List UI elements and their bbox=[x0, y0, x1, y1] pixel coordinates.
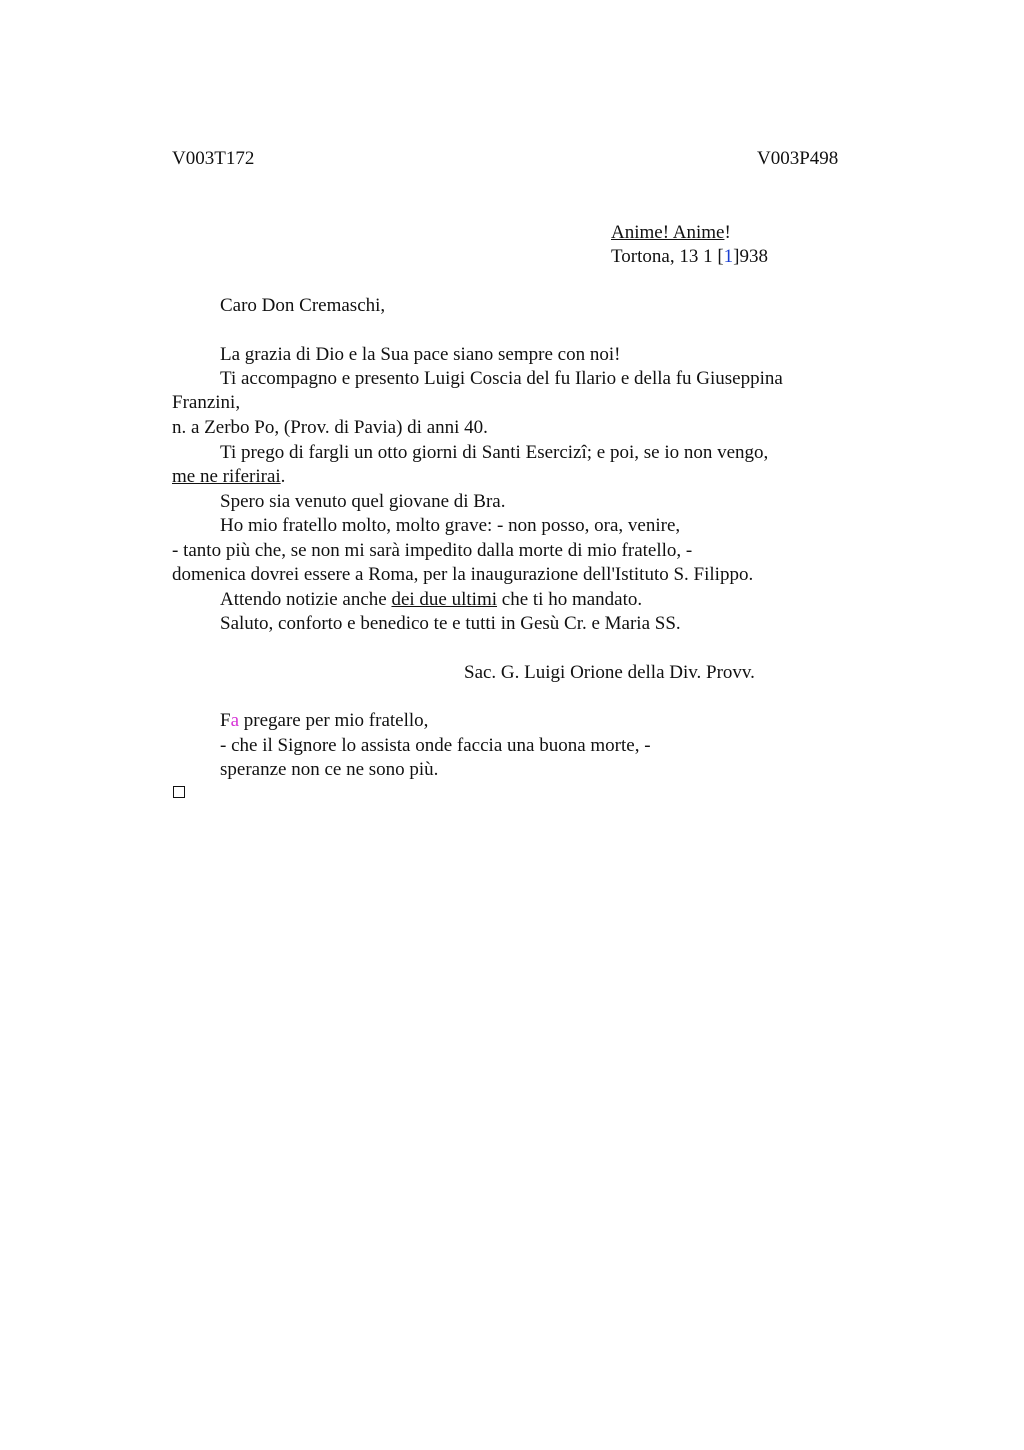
body-line: - tanto più che, se non mi sarà impedito dalla morte di mio fratello, - bbox=[172, 540, 693, 561]
body-line: Ti accompagno e presento Luigi Coscia del fu Ilario e della fu Giuseppina bbox=[220, 368, 783, 389]
dateline bbox=[611, 245, 768, 269]
dateline-start: Tortona, 13 1 [ bbox=[611, 246, 724, 267]
body-text: che ti ho mandato. bbox=[497, 589, 643, 610]
motto-underlined: Anime! Anime bbox=[611, 222, 725, 243]
body-line: n. a Zerbo Po, (Prov. di Pavia) di anni 40. bbox=[172, 417, 488, 438]
body-line: domenica dovrei essere a Roma, per la inaugurazione dell'Istituto S. Filippo. bbox=[172, 564, 754, 585]
body-text: pregare per mio fratello, bbox=[239, 710, 429, 731]
body-text: . bbox=[280, 466, 286, 487]
editorial-mark: a bbox=[230, 710, 240, 731]
body-line bbox=[220, 441, 768, 465]
body-line: Saluto, conforto e benedico te e tutti in Gesù Cr. e Maria SS. bbox=[220, 613, 681, 634]
body-line: Spero sia venuto quel giovane di Bra. bbox=[220, 491, 506, 512]
motto-end: ! bbox=[724, 222, 731, 243]
body-line bbox=[172, 465, 285, 489]
end-of-document-box bbox=[173, 786, 185, 798]
postscript-line: speranze non ce ne sono più. bbox=[220, 759, 439, 780]
document-code-right: V003P498 bbox=[757, 148, 839, 169]
underlined-text: dei due ultimi bbox=[391, 589, 498, 610]
body-line: Franzini, bbox=[172, 392, 241, 413]
body-line: Ho mio fratello molto, molto grave: - non posso, ora, venire, bbox=[220, 515, 681, 536]
document-code-left: V003T172 bbox=[172, 148, 255, 169]
postscript-line: - che il Signore lo assista onde faccia una buona morte, - bbox=[220, 735, 651, 756]
signature: Sac. G. Luigi Orione della Div. Provv. bbox=[464, 662, 755, 683]
body-line: La grazia di Dio e la Sua pace siano sempre con noi! bbox=[220, 344, 621, 365]
underlined-text: me ne riferirai bbox=[172, 466, 281, 487]
dateline-bracket-digit: 1 bbox=[723, 246, 734, 267]
body-text: Ti prego di fargli un otto giorni di Santi Esercizi bbox=[220, 442, 587, 463]
body-text: ; e poi, se io non vengo, bbox=[586, 442, 769, 463]
body-text: F bbox=[220, 710, 231, 731]
body-line bbox=[220, 588, 642, 612]
salutation: Caro Don Cremaschi, bbox=[220, 295, 386, 316]
body-text: Attendo notizie anche bbox=[220, 589, 392, 610]
motto-line bbox=[611, 221, 731, 245]
postscript-line bbox=[220, 709, 428, 733]
dateline-end: ]938 bbox=[733, 246, 768, 267]
